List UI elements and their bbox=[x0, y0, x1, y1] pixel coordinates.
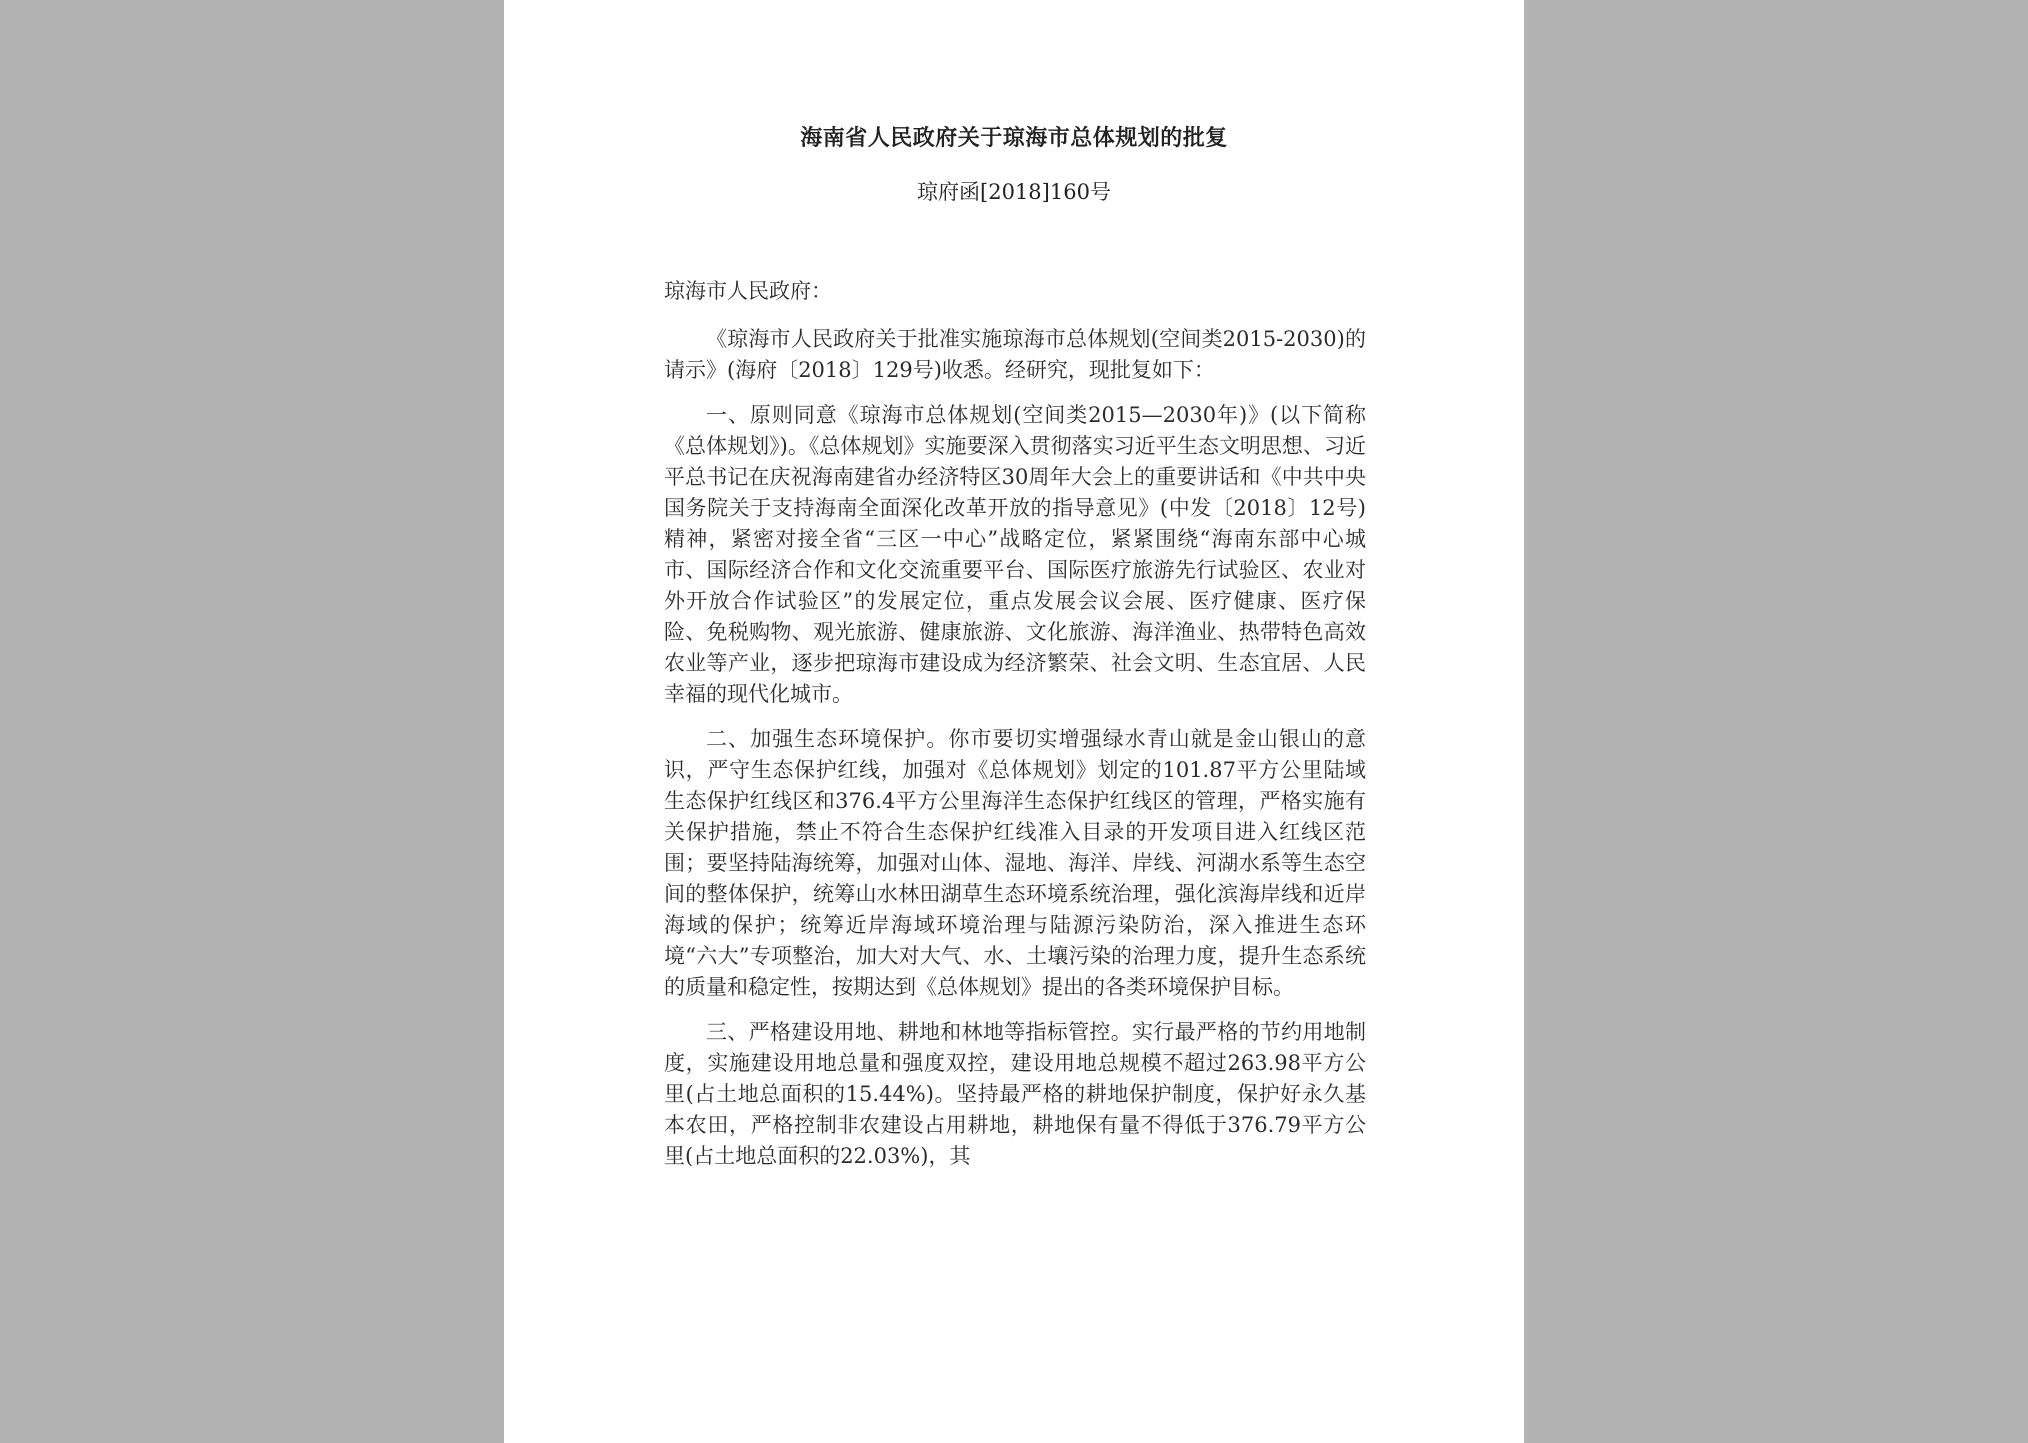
paragraph-section-2: 二、加强生态环境保护。你市要切实增强绿水青山就是金山银山的意识，严守生态保护红线，加强对《总体规划》划定的101.87平方公里陆域生态保护红线区和376.4平方公里海洋生态保护红线区的管理，严格实施有关保护措施，禁止不符合生态保护红线准入目录的开发项目进入红线区范围；要坚持陆海统筹，加强对山体、湿地、海洋、岸线、河湖水系等生态空间的整体保护，统筹山水林田湖草生态环境系统治理，强化滨海岸线和近岸海域的保护；统筹近岸海域环境治理与陆源污染防治，深入推进生态环境“六大”专项整治，加大对大气、水、土壤污染的治理力度，提升生态系统的质量和稳定性，按期达到《总体规划》提出的各类环境保护目标。 bbox=[664, 727, 1366, 999]
document-page bbox=[504, 0, 1524, 1443]
salutation: 琼海市人民政府： bbox=[664, 279, 832, 303]
paragraph-section-3: 三、严格建设用地、耕地和林地等指标管控。实行最严格的节约用地制度，实施建设用地总量和强度双控，建设用地总规模不超过263.98平方公里(占土地总面积的15.44%)。坚持最严格的耕地保护制度，保护好永久基本农田，严格控制非农建设占用耕地，耕地保有量不得低于376.79平方公里(占土地总面积的22.03%)，其 bbox=[664, 1020, 1366, 1168]
paragraph-intro: 《琼海市人民政府关于批准实施琼海市总体规划(空间类2015-2030)的请示》(海府〔2018〕129号)收悉。经研究，现批复如下： bbox=[664, 327, 1366, 382]
document-title: 海南省人民政府关于琼海市总体规划的批复 bbox=[800, 125, 1228, 151]
document-body bbox=[664, 276, 1387, 1186]
paragraph-section-1: 一、原则同意《琼海市总体规划(空间类2015—2030年)》(以下简称《总体规划》)。《总体规划》实施要深入贯彻落实习近平生态文明思想、习近平总书记在庆祝海南建省办经济特区30周年大会上的重要讲话和《中共中央 国务院关于支持海南全面深化改革开放的指导意见》(中发〔2018〕12号)精神，紧密对接全省“三区一中心”战略定位，紧紧围绕“海南东部中心城市、国际经济合作和文化交流重要平台、国际医疗旅游先行试验区、农业对外开放合作试验区”的发展定位，重点发展会议会展、医疗健康、医疗保险、免税购物、观光旅游、健康旅游、文化旅游、海洋渔业、热带特色高效农业等产业，逐步把琼海市建设成为经济繁荣、社会文明、生态宜居、人民幸福的现代化城市。 bbox=[664, 403, 1387, 706]
document-number: 琼府函[2018]160号 bbox=[917, 180, 1111, 204]
